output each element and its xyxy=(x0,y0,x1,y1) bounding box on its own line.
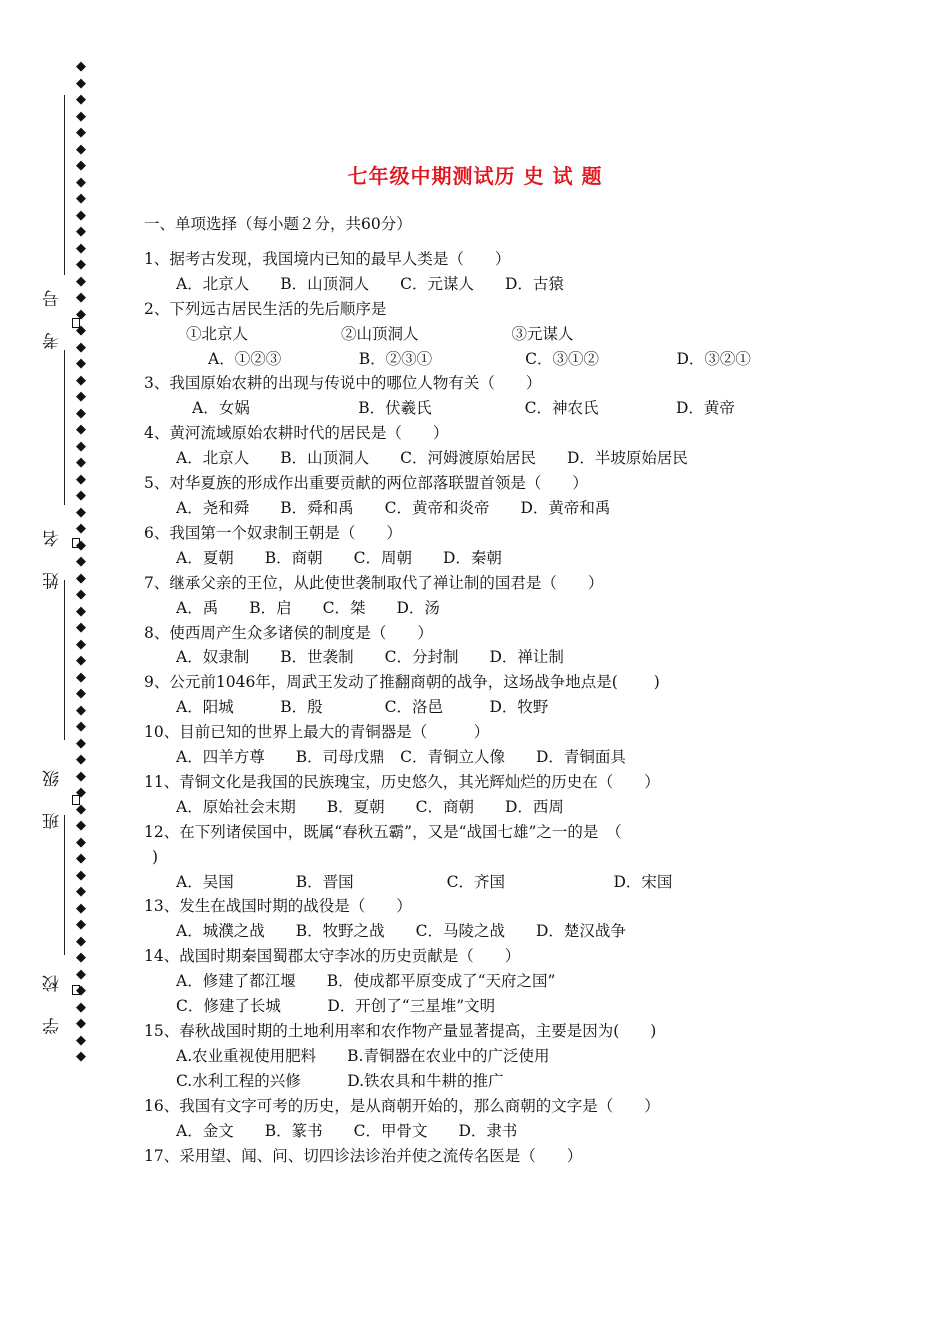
diamond-icon: ◆ xyxy=(76,603,86,619)
diamond-icon: ◆ xyxy=(76,75,86,91)
answer-options: A．吴国 B．晋国 C．齐国 D．宋国 xyxy=(176,872,673,891)
answer-options: A．四羊方尊 B．司母戊鼎 C．青铜立人像 D．青铜面具 xyxy=(176,748,626,767)
answer-options: ①北京人 ②山顶洞人 ③元谋人 xyxy=(186,324,574,343)
diamond-icon: ◆ xyxy=(76,917,86,932)
diamond-icon: ◆ xyxy=(76,570,86,586)
answer-options: A．①②③ B．②③① C．③①② D．③②① xyxy=(208,349,751,368)
answer-options: A．女娲 B．伏羲氏 C．神农氏 D．黄帝 xyxy=(192,399,735,418)
diamond-icon: ◆ xyxy=(76,438,86,454)
answer-options: A.农业重视使用肥料 B.青铜器在农业中的广泛使用 xyxy=(176,1046,550,1065)
diamond-icon: ◆ xyxy=(76,834,86,850)
question-stem: 13、发生在战国时期的战役是（ ） xyxy=(144,897,412,916)
diamond-icon: ◆ xyxy=(76,356,86,371)
question-stem: 1、据考古发现，我国境内已知的最早人类是（ ） xyxy=(144,249,511,268)
diamond-icon: ◆ xyxy=(76,240,86,256)
name-label: 姓 名 xyxy=(43,520,63,590)
binding-square xyxy=(72,795,80,805)
question-stem: 15、春秋战国时期的土地利用率和农作物产量显著提高，主要是因为( ) xyxy=(144,1022,657,1040)
question-stem: 10、目前已知的世界上最大的青铜器是（ ） xyxy=(144,723,490,742)
question-stem: 4、黄河流域原始农耕时代的居民是（ ） xyxy=(144,424,449,443)
diamond-icon: ◆ xyxy=(76,207,86,223)
diamond-icon: ◆ xyxy=(76,323,86,338)
diamond-icon: ◆ xyxy=(76,818,86,833)
answer-options: A．阳城 B．殷 C．洛邑 D．牧野 xyxy=(176,698,549,717)
diamond-icon: ◆ xyxy=(76,785,86,800)
answer-options: C.水利工程的兴修 D.铁农具和牛耕的推广 xyxy=(176,1071,504,1090)
diamond-icon: ◆ xyxy=(76,141,86,157)
question-stem: 5、对华夏族的形成作出重要贡献的两位部落联盟首领是（ ） xyxy=(144,474,588,493)
diamond-icon: ◆ xyxy=(76,537,86,553)
diamond-icon: ◆ xyxy=(76,1032,86,1048)
question-list xyxy=(144,247,764,1169)
question-stem: 14、战国时期秦国蜀郡太守李冰的历史贡献是（ ） xyxy=(144,947,521,966)
answer-options: A．夏朝 B．商朝 C．周朝 D．秦朝 xyxy=(176,548,502,567)
binding-square xyxy=(72,538,80,548)
diamond-icon: ◆ xyxy=(76,884,86,899)
diamond-icon: ◆ xyxy=(76,389,86,404)
diamond-icon: ◆ xyxy=(76,306,86,322)
question-stem: 17、采用望、闻、问、切四诊法诊治并使之流传名医是（ ） xyxy=(144,1146,583,1165)
answer-options: A．北京人 B．山顶洞人 C．河姆渡原始居民 D．半坡原始居民 xyxy=(176,449,688,468)
diamond-icon: ◆ xyxy=(76,224,86,239)
question-stem: 7、继承父亲的王位，从此使世袭制取代了禅让制的国君是（ ） xyxy=(144,573,604,592)
diamond-icon: ◆ xyxy=(76,1016,86,1031)
diamond-icon: ◆ xyxy=(76,290,86,305)
field-line xyxy=(64,580,65,740)
title-part: 题 xyxy=(581,164,603,188)
diamond-icon: ◆ xyxy=(76,653,86,668)
diamond-icon: ◆ xyxy=(76,158,86,173)
diamond-icon: ◆ xyxy=(76,900,86,916)
diamond-icon: ◆ xyxy=(76,488,86,503)
diamond-icon: ◆ xyxy=(76,867,86,883)
exam-content xyxy=(144,212,764,1168)
binding-square xyxy=(72,318,80,328)
binding-strip xyxy=(30,59,100,1064)
diamond-icon: ◆ xyxy=(76,372,86,388)
diamond-icon: ◆ xyxy=(76,983,86,998)
question-stem: 16、我国有文字可考的历史，是从商朝开始的，那么商朝的文字是（ ） xyxy=(144,1096,660,1115)
answer-options: A．原始社会末期 B．夏朝 C．商朝 D．西周 xyxy=(176,797,564,816)
diamond-icon: ◆ xyxy=(76,504,86,520)
diamond-icon: ◆ xyxy=(76,768,86,784)
diamond-icon: ◆ xyxy=(76,405,86,421)
question-stem: 2、下列远古居民生活的先后顺序是 xyxy=(144,299,387,318)
answer-options: A．北京人 B．山顶洞人 C．元谋人 D．古猿 xyxy=(176,274,564,293)
diamond-icon: ◆ xyxy=(76,851,86,866)
diamond-icon: ◆ xyxy=(76,587,86,602)
diamond-icon: ◆ xyxy=(76,125,86,140)
diamond-icon: ◆ xyxy=(76,521,86,536)
diamond-icon: ◆ xyxy=(76,620,86,635)
question-stem: 11、青铜文化是我国的民族瑰宝，历史悠久，其光辉灿烂的历史在（ ） xyxy=(144,772,660,791)
diamond-icon: ◆ xyxy=(76,735,86,751)
diamond-icon: ◆ xyxy=(76,339,86,355)
question-stem: 12、在下列诸侯国中，既属“春秋五霸”，又是“战国七雄”之一的是 （ xyxy=(144,822,622,841)
page-title xyxy=(0,160,950,189)
field-line xyxy=(64,350,65,505)
diamond-icon: ◆ xyxy=(76,174,86,190)
title-part: 七年级中期测试历 xyxy=(347,164,516,188)
answer-options: A．禹 B．启 C．桀 D．汤 xyxy=(176,598,440,617)
diamond-icon: ◆ xyxy=(76,92,86,107)
question-stem-continuation: ) xyxy=(152,847,159,866)
diamond-icon: ◆ xyxy=(76,59,86,74)
diamond-icon: ◆ xyxy=(76,933,86,949)
question-stem: 6、我国第一个奴隶制王朝是（ ） xyxy=(144,523,402,542)
title-part: 试 xyxy=(552,164,574,188)
question-stem: 9、公元前1046年，周武王发动了推翻商朝的战争，这场战争地点是( ) xyxy=(144,673,660,692)
section-heading: 一、单项选择（每小题２分，共60分） xyxy=(144,215,412,233)
diamond-icon: ◆ xyxy=(76,108,86,124)
diamond-icon: ◆ xyxy=(76,1049,86,1064)
diamond-icon: ◆ xyxy=(76,999,86,1015)
diamond-icon: ◆ xyxy=(76,669,86,685)
binding-square xyxy=(72,985,80,995)
diamond-icon: ◆ xyxy=(76,422,86,437)
title-part: 史 xyxy=(523,164,545,188)
diamond-icon: ◆ xyxy=(76,471,86,487)
diamond-icon: ◆ xyxy=(76,801,86,817)
answer-options: A．城濮之战 B．牧野之战 C．马陵之战 D．楚汉战争 xyxy=(176,922,626,941)
question-stem: 3、我国原始农耕的出现与传说中的哪位人物有关（ ） xyxy=(144,374,542,393)
question-stem: 8、使西周产生众多诸侯的制度是（ ） xyxy=(144,623,433,642)
diamond-icon: ◆ xyxy=(76,686,86,701)
diamond-icon: ◆ xyxy=(76,719,86,734)
diamond-icon: ◆ xyxy=(76,191,86,206)
diamond-icon: ◆ xyxy=(76,257,86,272)
diamond-icon: ◆ xyxy=(76,273,86,289)
answer-options: C．修建了长城 D．开创了“三星堆”文明 xyxy=(176,997,496,1016)
diamond-icon: ◆ xyxy=(76,554,86,569)
answer-options: A．奴隶制 B．世袭制 C．分封制 D．禅让制 xyxy=(176,648,564,667)
diamond-icon: ◆ xyxy=(76,752,86,767)
exam-number-label: 考 号 xyxy=(43,280,63,350)
school-label: 学 校 xyxy=(43,965,63,1035)
class-label: 班 级 xyxy=(43,760,63,830)
field-line xyxy=(64,815,65,955)
diamond-icon: ◆ xyxy=(76,966,86,982)
answer-options: A．金文 B．篆书 C．甲骨文 D．隶书 xyxy=(176,1121,518,1140)
diamond-icon: ◆ xyxy=(76,702,86,718)
diamond-icon: ◆ xyxy=(76,636,86,652)
diamond-icon: ◆ xyxy=(76,950,86,965)
diamond-icon: ◆ xyxy=(76,455,86,470)
answer-options: A．修建了都江堰 B．使成都平原变成了“天府之国” xyxy=(176,972,556,991)
answer-options: A．尧和舜 B．舜和禹 C．黄帝和炎帝 D．黄帝和禹 xyxy=(176,498,611,517)
